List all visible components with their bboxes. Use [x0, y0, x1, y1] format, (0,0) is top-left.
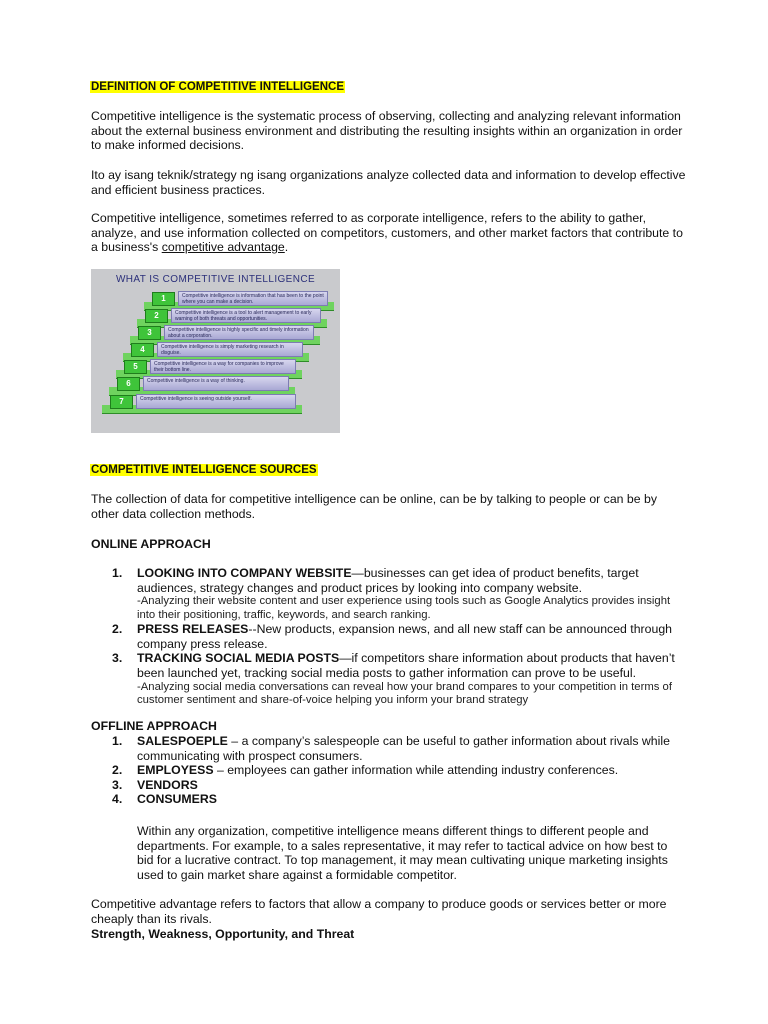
list-item-title: LOOKING INTO COMPANY WEBSITE: [137, 566, 352, 580]
offline-list-item: [112, 792, 682, 807]
list-item-title: PRESS RELEASES: [137, 622, 249, 637]
definition-heading: [90, 79, 345, 94]
list-number: 1.: [112, 734, 123, 748]
online-list-item: [112, 622, 682, 651]
swot-line: Strength, Weakness, Opportunity, and Threat: [91, 927, 355, 941]
figure-step-text: Competitive intelligence is seeing outside yourself.: [136, 394, 296, 409]
competitive-advantage-link[interactable]: competitive advantage: [161, 240, 285, 255]
closing-paragraph: Within any organization, competitive intelligence means different things to different people and departments. For example, to a sales representative, it may refer to tactical advice on how best to bid for a lucrative contract. To top management, it may mean cultivating unique marketing insights used to gain market share against a formidable competitor.: [137, 824, 668, 882]
online-approach-list: [112, 566, 682, 708]
online-approach-heading: ONLINE APPROACH: [91, 537, 211, 551]
definition-paragraph-3-end: .: [284, 240, 289, 255]
list-number: 2.: [112, 622, 123, 637]
list-item-title: VENDORS: [137, 777, 198, 792]
sources-heading: [90, 462, 318, 477]
online-list-item: [112, 651, 682, 707]
definition-heading-text: DEFINITION OF COMPETITIVE INTELLIGENCE: [91, 81, 345, 93]
competitive-advantage-paragraph: Competitive advantage refers to factors that allow a company to produce goods or services better or more cheaply than its rivals.: [91, 897, 667, 926]
offline-list-item: [112, 778, 682, 793]
figure-step-number: 4: [131, 343, 154, 357]
list-number: 2.: [112, 763, 123, 778]
figure-step-number: 1: [152, 292, 175, 306]
definition-paragraph-2: Ito ay isang teknik/strategy ng isang organizations analyze collected data and information to develop effective and efficient business practices.: [91, 168, 686, 197]
definition-paragraph-3-text: Competitive intelligence, sometimes referred to as corporate intelligence, refers to the ability to gather, analyze, and use information collected on competitors, customers, and other market factors that contribute to a business's: [91, 211, 683, 255]
offline-list-item: [112, 734, 682, 763]
list-item-text: – employees can gather information while attending industry conferences.: [213, 763, 619, 778]
sources-intro: The collection of data for competitive intelligence can be online, can be by talking to people or can be by other data collection methods.: [91, 492, 658, 521]
list-number: 3.: [112, 777, 123, 792]
what-is-ci-figure: [91, 269, 340, 433]
figure-step-text: Competitive intelligence is highly specific and timely information about a corporation.: [164, 325, 314, 340]
figure-step-text: Competitive intelligence is simply marketing research in disguise.: [157, 342, 303, 357]
offline-approach-heading: OFFLINE APPROACH: [91, 719, 217, 733]
list-item-text: —businesses can get idea of product benefits, target audiences, strategy changes and product prices by looking into company website.: [137, 566, 639, 595]
definition-paragraph-1: Competitive intelligence is the systematic process of observing, collecting and analyzing relevant information about the external business environment and distributing the resulting insights within an organization in order to make informed decisions.: [91, 109, 683, 153]
offline-list-item: [112, 763, 682, 778]
figure-title: WHAT IS COMPETITIVE INTELLIGENCE: [115, 274, 316, 285]
list-item-text: – a company’s salespeople can be useful to gather information about rivals while communicating with prospect consumers.: [137, 734, 670, 763]
figure-step-number: 2: [145, 309, 168, 323]
list-item-title: CONSUMERS: [137, 792, 217, 807]
definition-paragraph-3: [91, 211, 687, 255]
list-item-title: TRACKING SOCIAL MEDIA POSTS: [137, 651, 340, 666]
figure-step-number: 3: [138, 326, 161, 340]
list-item-title: SALESPOEPLE: [137, 734, 228, 748]
figure-step-number: 6: [117, 377, 140, 391]
online-list-item: [112, 566, 682, 622]
figure-step-text: Competitive intelligence is a tool to alert management to early warning of both threats and opportunities.: [171, 308, 321, 323]
offline-approach-list: [112, 734, 682, 807]
figure-step-text: Competitive intelligence is information that has been to the point where you can make a decision.: [178, 291, 328, 306]
list-item-text: —if competitors share information about products that haven’t been launched yet, tracking social media posts to gather information can prove to be useful.: [137, 651, 675, 680]
list-item-note: -Analyzing social media conversations can reveal how your brand compares to your competition in terms of customer sentiment and share-of-voice helping you inform your brand strategy: [137, 680, 672, 707]
figure-step-text: Competitive intelligence is a way of thinking.: [143, 376, 289, 391]
figure-step-text: Competitive intelligence is a way for companies to improve their bottom line.: [150, 359, 296, 374]
list-number: 1.: [112, 566, 123, 580]
list-number: 3.: [112, 651, 123, 666]
figure-step-number: 5: [124, 360, 147, 374]
figure-step-number: 7: [110, 395, 133, 409]
sources-heading-text: COMPETITIVE INTELLIGENCE SOURCES: [91, 464, 317, 476]
list-item-note: -Analyzing their website content and user experience using tools such as Google Analytics provides insight into their positioning, traffic, keywords, and search ranking.: [137, 595, 671, 621]
list-item-title: EMPLOYESS: [137, 763, 214, 778]
list-number: 4.: [112, 792, 123, 807]
list-item-text: --New products, expansion news, and all new staff can be announced through company press release.: [137, 622, 672, 651]
